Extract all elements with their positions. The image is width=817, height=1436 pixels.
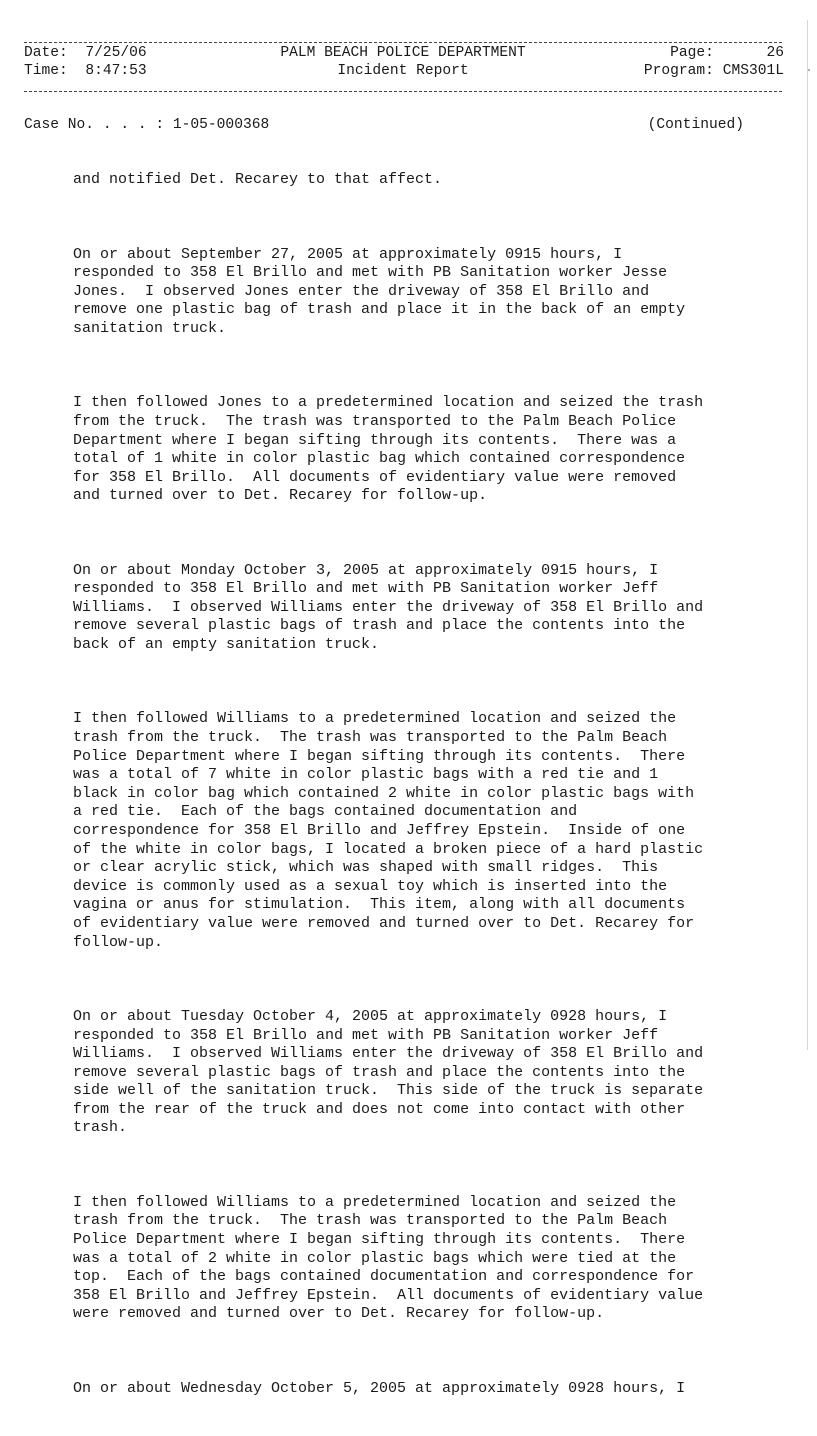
report-type: Incident Report <box>337 63 469 79</box>
report-date: 7/25/06 <box>85 45 147 61</box>
program-code: CMS301L <box>722 63 784 79</box>
page-number: 26 <box>766 45 784 61</box>
header-top-rule <box>24 42 782 43</box>
narrative <box>73 134 703 1436</box>
narrative-paragraph-oct-5: On or about Wednesday October 5, 2005 at approximately 0928 hours, I <box>73 1379 686 1397</box>
narrative-paragraph-oct-4: On or about Tuesday October 4, 2005 at approximately 0928 hours, I responded to 358 El Brillo and met with PB Sanitation worker Jeff Williams. I observed Williams enter the driveway of 358 El Brillo and remove several plastic bags of trash and place the contents into the side well of the sanitation truck. This side of the truck is separate from the rear of the truck and does not come into contact with other trash. <box>73 1007 704 1137</box>
page-label: Page: <box>670 45 714 61</box>
department-name: PALM BEACH POLICE DEPARTMENT <box>280 45 526 61</box>
header-bottom-rule <box>24 91 782 92</box>
program-label: Program: <box>643 63 714 79</box>
narrative-paragraph-oct-3: On or about Monday October 3, 2005 at approximately 0915 hours, I responded to 358 El Brillo and met with PB Sanitation worker Jeff Williams. I observed Williams enter the driveway of 358 El Brillo and remove several plastic bags of trash and place the contents into the back of an empty sanitation truck. <box>73 561 704 654</box>
narrative-paragraph-oct-3-search: I then followed Williams to a predetermined location and seized the trash from the truck. The trash was transported to the Palm Beach Police Department where I began sifting through its contents. There was a total of 7 white in color plastic bags with a red tie and 1 black in color bag which contained 2 white in color plastic bags with a red tie. Each of the bags contained documentation and correspondence for 358 El Brillo and Jeffrey Epstein. Inside of one of the white in color bags, I located a broken piece of a hard plastic or clear acrylic stick, which was shaped with small ridges. This device is commonly used as a sexual toy which is inserted into the vagina or anus for stimulation. This item, along with all documents of evidentiary value were removed and turned over to Det. Recarey for follow-up. <box>73 710 704 951</box>
case-label: Case No. . . . : <box>24 117 165 133</box>
header-date-time <box>24 44 147 80</box>
narrative-paragraph-sep-27: On or about September 27, 2005 at approximately 0915 hours, I responded to 358 El Brillo and met with PB Sanitation worker Jesse Jones. I observed Jones enter the driveway of 358 El Brillo and remove one plastic bag of trash and place it in the back of an empty sanitation truck. <box>73 245 686 337</box>
report-time: 8:47:53 <box>85 63 147 79</box>
narrative-paragraph-oct-4-search: I then followed Williams to a predetermined location and seized the trash from the truck. The trash was transported to the Palm Beach Police Department where I began sifting through its contents. There was a total of 2 white in color plastic bags which were tied at the top. Each of the bags contained documentation and correspondence for 358 El Brillo and Jeffrey Epstein. All documents of evidentiary value were removed and turned over to Det. Recarey for follow-up. <box>73 1193 704 1323</box>
date-label: Date: <box>24 45 68 61</box>
scan-speck <box>808 69 810 71</box>
header-title-block <box>262 44 544 80</box>
case-number: 1-05-000368 <box>172 117 270 133</box>
time-label: Time: <box>24 63 68 79</box>
narrative-paragraph-sep-27-search: I then followed Jones to a predetermined location and seized the trash from the truck. The trash was transported to the Palm Beach Police Department where I began sifting through its contents. There was a total of 1 white in color plastic bag which contained correspondence for 358 El Brillo. All documents of evidentiary value were removed and turned over to Det. Recarey for follow-up. <box>73 394 704 505</box>
narrative-paragraph-continuation: and notified Det. Recarey to that affect. <box>73 171 443 189</box>
continued-marker: (Continued) <box>647 117 744 133</box>
case-number-line <box>24 116 269 134</box>
scan-margin-line <box>807 20 808 1050</box>
header-page-program <box>622 44 784 80</box>
